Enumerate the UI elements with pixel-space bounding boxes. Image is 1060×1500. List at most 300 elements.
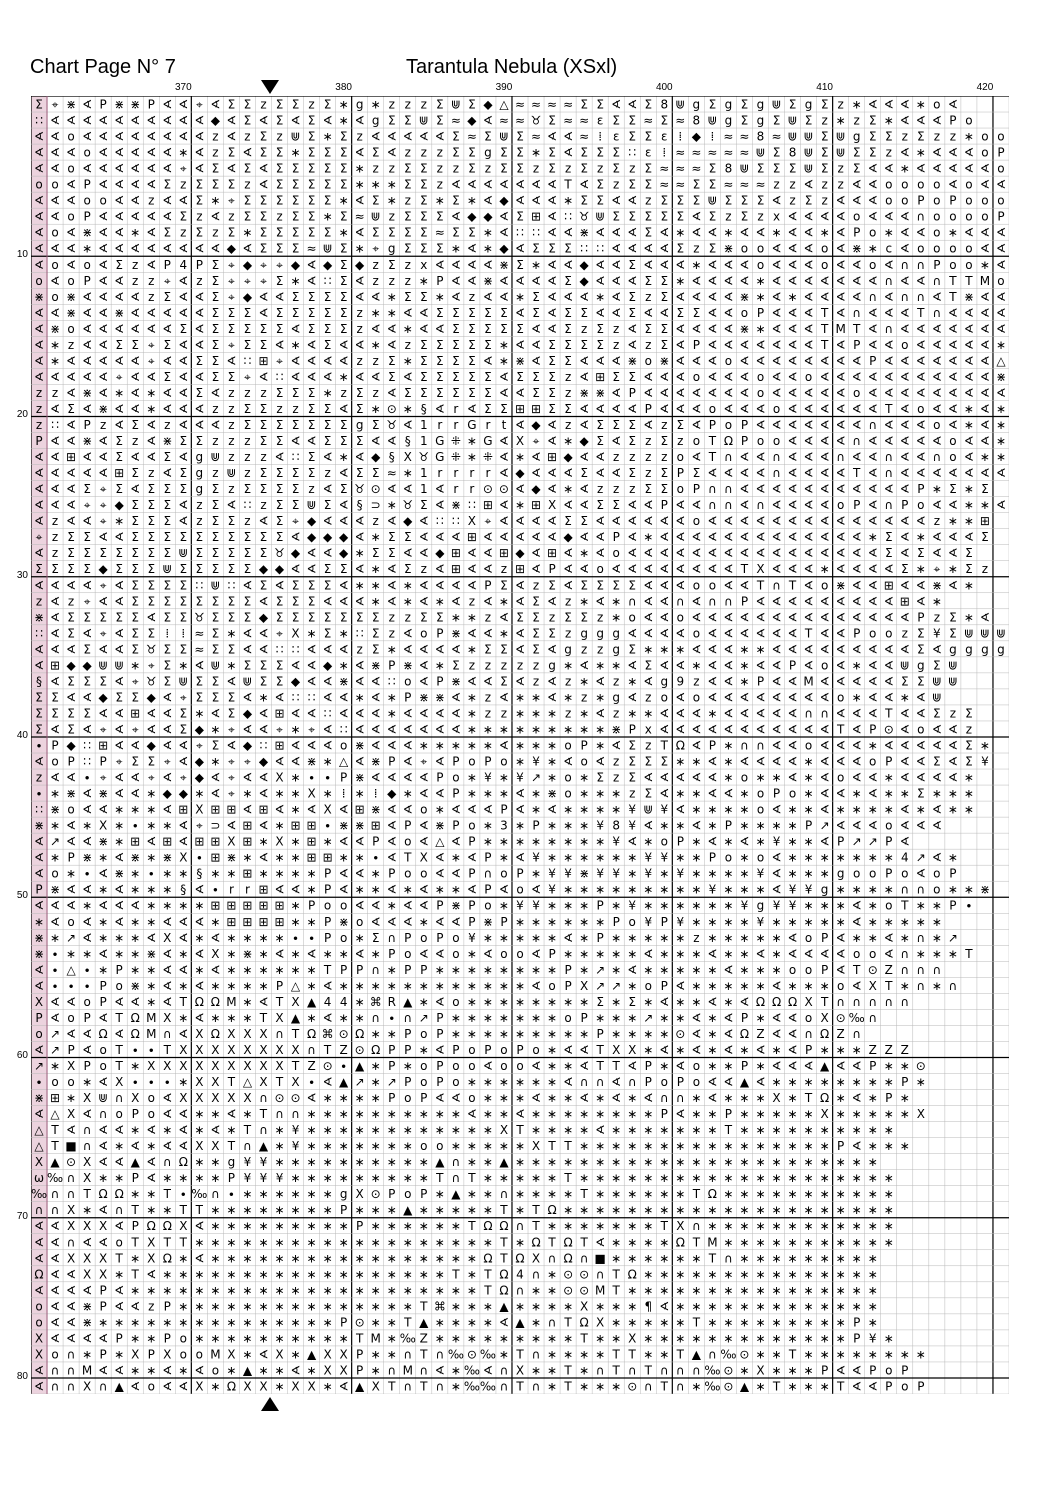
stitch-symbol: P: [323, 866, 332, 881]
stitch-symbol: ∢: [514, 850, 526, 865]
stitch-symbol: ¥: [291, 1139, 300, 1154]
stitch-symbol: X: [179, 1091, 188, 1106]
stitch-symbol: Σ: [163, 482, 172, 497]
stitch-symbol: o: [580, 754, 588, 769]
stitch-symbol: ∢: [547, 514, 558, 529]
stitch-symbol: ∢: [226, 674, 237, 689]
stitch-symbol: Σ: [532, 594, 540, 609]
stitch-symbol: T: [949, 289, 957, 304]
stitch-symbol: ∢: [851, 914, 862, 929]
stitch-symbol: ∢: [995, 498, 1007, 513]
stitch-symbol: ∗: [611, 1155, 622, 1170]
stitch-symbol: z: [645, 289, 652, 304]
stitch-symbol: ∢: [899, 578, 910, 593]
stitch-symbol: ⊞: [130, 834, 141, 849]
stitch-symbol: ∗: [531, 1010, 542, 1025]
stitch-symbol: Σ: [323, 610, 332, 625]
stitch-symbol: ∢: [354, 337, 365, 352]
stitch-symbol: ∗: [514, 1026, 526, 1041]
stitch-symbol: ∗: [595, 1187, 606, 1202]
stitch-symbol: ∢: [33, 482, 45, 497]
stitch-symbol: ∗: [274, 1235, 285, 1250]
stitch-symbol: ∢: [370, 898, 381, 913]
stitch-symbol: Σ: [307, 225, 316, 240]
stitch-symbol: ∢: [33, 241, 45, 256]
stitch-symbol: o: [115, 1235, 123, 1250]
stitch-symbol: ∗: [787, 1075, 798, 1090]
stitch-symbol: ∗: [322, 786, 333, 801]
stitch-symbol: ∗: [755, 1347, 766, 1362]
stitch-symbol: ∢: [130, 161, 141, 176]
stitch-symbol: △: [499, 97, 509, 112]
stitch-symbol: ∗: [114, 818, 125, 833]
stitch-symbol: ∢: [787, 353, 798, 368]
stitch-symbol: X: [195, 1139, 204, 1154]
stitch-symbol: ∗: [386, 193, 397, 208]
stitch-symbol: ∗: [274, 1331, 285, 1346]
stitch-symbol: Ω: [306, 1026, 317, 1041]
stitch-symbol: ∢: [450, 866, 461, 881]
stitch-symbol: ∢: [691, 642, 702, 657]
stitch-symbol: ∢: [931, 530, 942, 545]
stitch-symbol: ≈: [755, 177, 766, 192]
stitch-symbol: ∗: [787, 802, 798, 817]
stitch-symbol: Σ: [692, 193, 701, 208]
stitch-symbol: ∗: [723, 754, 734, 769]
stitch-symbol: ∢: [66, 1299, 77, 1314]
stitch-symbol: ∢: [258, 770, 269, 785]
stitch-symbol: P: [99, 1283, 107, 1298]
stitch-symbol: ◆: [322, 257, 333, 272]
stitch-symbol: ∢: [659, 546, 670, 561]
stitch-symbol: ▲: [435, 1155, 445, 1170]
stitch-symbol: ∗: [723, 834, 734, 849]
stitch-symbol: Σ: [468, 385, 476, 400]
stitch-symbol: ∢: [322, 546, 333, 561]
stitch-symbol: z: [148, 1299, 155, 1314]
stitch-symbol: X: [756, 1363, 765, 1378]
stitch-symbol: ∩: [852, 1026, 862, 1041]
stitch-symbol: ∢: [466, 177, 477, 192]
stitch-symbol: ∢: [867, 337, 878, 352]
stitch-symbol: ∢: [178, 1026, 189, 1041]
stitch-symbol: △: [339, 754, 349, 769]
stitch-symbol: ∢: [723, 337, 734, 352]
stitch-symbol: ∢: [50, 1315, 61, 1330]
stitch-symbol: ∢: [306, 273, 317, 288]
stitch-symbol: ◆: [306, 514, 317, 529]
stitch-symbol: ⋓: [178, 546, 189, 561]
stitch-symbol: ∢: [50, 642, 61, 657]
stitch-symbol: Σ: [147, 578, 156, 593]
stitch-symbol: ∢: [418, 946, 429, 961]
stitch-symbol: ∢: [146, 1155, 157, 1170]
stitch-symbol: o: [628, 914, 636, 929]
stitch-symbol: g: [692, 97, 701, 112]
stitch-symbol: ▲: [419, 1315, 429, 1330]
stitch-symbol: Σ: [484, 337, 492, 352]
stitch-symbol: o: [420, 802, 428, 817]
stitch-symbol: ∩: [403, 1010, 413, 1025]
stitch-symbol: X: [227, 1042, 236, 1057]
stitch-symbol: P: [949, 866, 957, 881]
stitch-symbol: ∗: [547, 738, 558, 753]
stitch-symbol: ∗: [563, 882, 574, 897]
stitch-symbol: ♉: [530, 113, 542, 128]
stitch-symbol: ∗: [851, 1219, 862, 1234]
stitch-symbol: ∗: [579, 1379, 590, 1394]
stitch-symbol: ∗: [771, 914, 782, 929]
stitch-symbol: Σ: [307, 209, 316, 224]
stitch-symbol: Σ: [596, 193, 604, 208]
stitch-symbol: ∢: [851, 546, 862, 561]
stitch-symbol: g: [612, 626, 621, 641]
stitch-symbol: ∗: [819, 1203, 830, 1218]
stitch-symbol: Σ: [660, 321, 669, 336]
stitch-symbol: ∩: [675, 1091, 685, 1106]
stitch-symbol: ∢: [595, 257, 606, 272]
stitch-symbol: ∢: [114, 914, 125, 929]
stitch-symbol: ∢: [258, 818, 269, 833]
stitch-symbol: ∢: [931, 498, 942, 513]
stitch-symbol: ∢: [33, 754, 45, 769]
stitch-symbol: X: [547, 498, 557, 513]
stitch-symbol: X: [211, 1058, 220, 1073]
stitch-symbol: ∗: [338, 97, 349, 112]
stitch-symbol: ∗: [482, 1139, 493, 1154]
stitch-symbol: ∢: [787, 674, 798, 689]
stitch-symbol: T: [163, 1187, 171, 1202]
stitch-symbol: P: [436, 1075, 444, 1090]
stitch-symbol: ∢: [787, 337, 798, 352]
stitch-symbol: P: [885, 866, 893, 881]
stitch-symbol: ∗: [210, 866, 221, 881]
stitch-symbol: ∗: [755, 930, 766, 945]
stitch-symbol: ∢: [50, 498, 61, 513]
stitch-symbol: Σ: [420, 369, 428, 384]
stitch-symbol: ∢: [819, 786, 830, 801]
stitch-symbol: ∗: [386, 1107, 397, 1122]
stitch-symbol: ∗: [899, 690, 910, 705]
stitch-symbol: Σ: [371, 193, 380, 208]
stitch-symbol: r: [453, 418, 459, 433]
stitch-symbol: ∩: [852, 434, 862, 449]
stitch-symbol: ∢: [819, 770, 830, 785]
stitch-symbol: ∩: [50, 1203, 60, 1218]
stitch-symbol: T: [596, 1058, 604, 1073]
stitch-symbol: ⋇: [450, 498, 461, 513]
stitch-symbol: P: [404, 1042, 412, 1057]
stitch-symbol: ∢: [787, 626, 798, 641]
stitch-symbol: Σ: [628, 754, 637, 769]
stitch-symbol: ∢: [178, 353, 189, 368]
stitch-symbol: ∩: [884, 273, 894, 288]
stitch-symbol: o: [612, 546, 620, 561]
stitch-symbol: ∗: [210, 193, 221, 208]
stitch-symbol: Σ: [291, 225, 300, 240]
stitch-symbol: P: [452, 754, 460, 769]
stitch-symbol: Σ: [243, 546, 252, 561]
stitch-symbol: o: [516, 946, 524, 961]
stitch-symbol: ∗: [899, 1139, 910, 1154]
stitch-symbol: ◆: [579, 257, 589, 272]
stitch-symbol: Σ: [227, 305, 236, 320]
stitch-symbol: X: [195, 802, 204, 817]
stitch-symbol: ∗: [627, 1283, 638, 1298]
stitch-symbol: Σ: [259, 401, 268, 416]
stitch-symbol: ∢: [867, 770, 878, 785]
stitch-symbol: ∗: [130, 1123, 141, 1138]
stitch-symbol: T: [51, 1139, 59, 1154]
stitch-symbol: ∩: [900, 994, 910, 1009]
stitch-symbol: G: [435, 450, 445, 465]
stitch-symbol: T: [644, 1363, 652, 1378]
stitch-symbol: T: [596, 1042, 604, 1057]
stitch-symbol: Σ: [387, 225, 396, 240]
stitch-symbol: ∢: [82, 305, 93, 320]
stitch-symbol: ∢: [803, 482, 814, 497]
stitch-symbol: ∢: [498, 289, 509, 304]
stitch-symbol: ∩: [403, 1347, 413, 1362]
stitch-symbol: o: [67, 914, 75, 929]
stitch-symbol: ∗: [691, 1107, 702, 1122]
stitch-symbol: ∢: [659, 305, 670, 320]
stitch-symbol: ∢: [723, 578, 734, 593]
stitch-symbol: ∢: [194, 289, 205, 304]
stitch-symbol: ∢: [162, 738, 173, 753]
stitch-symbol: ∢: [33, 866, 45, 881]
stitch-symbol: ∢: [819, 418, 830, 433]
stitch-symbol: ∢: [707, 305, 718, 320]
stitch-symbol: ∗: [739, 818, 750, 833]
stitch-symbol: ∢: [338, 866, 349, 881]
stitch-symbol: o: [420, 1058, 428, 1073]
stitch-symbol: T: [516, 1379, 524, 1394]
stitch-symbol: ∗: [130, 225, 141, 240]
stitch-symbol: z: [244, 385, 251, 400]
stitch-symbol: P: [708, 418, 717, 433]
stitch-symbol: ∗: [514, 818, 526, 833]
stitch-symbol: z: [228, 401, 235, 416]
stitch-symbol: ∢: [114, 786, 125, 801]
stitch-symbol: ∢: [50, 241, 61, 256]
stitch-symbol: ∢: [82, 289, 93, 304]
stitch-symbol: z: [372, 385, 379, 400]
stitch-symbol: ∢: [242, 578, 253, 593]
stitch-symbol: ∗: [370, 1155, 381, 1170]
stitch-symbol: ∗: [931, 786, 942, 801]
stitch-symbol: ∙: [339, 1058, 348, 1073]
stitch-symbol: ∷: [291, 690, 300, 705]
stitch-symbol: o: [67, 273, 75, 288]
stitch-symbol: ∢: [787, 450, 798, 465]
stitch-symbol: ⊞: [242, 914, 253, 929]
stitch-symbol: ∢: [915, 466, 926, 481]
stitch-symbol: ∗: [691, 850, 702, 865]
stitch-symbol: P: [917, 1379, 925, 1394]
stitch-symbol: ∗: [370, 578, 381, 593]
stitch-symbol: ∗: [50, 850, 61, 865]
stitch-symbol: Σ: [468, 225, 476, 240]
stitch-symbol: ∢: [691, 273, 702, 288]
stitch-symbol: ∢: [867, 161, 878, 176]
stitch-symbol: △: [34, 1139, 44, 1154]
stitch-symbol: ∗: [514, 994, 526, 1009]
stitch-symbol: ∗: [723, 1267, 734, 1282]
stitch-symbol: Σ: [756, 161, 765, 176]
stitch-symbol: ∙: [131, 818, 139, 833]
stitch-symbol: P: [837, 834, 845, 849]
stitch-symbol: ∗: [755, 1139, 766, 1154]
stitch-symbol: Σ: [949, 482, 957, 497]
stitch-symbol: ¥: [259, 1171, 268, 1186]
stitch-symbol: ∗: [418, 273, 429, 288]
stitch-symbol: ∗: [723, 946, 734, 961]
stitch-symbol: ∗: [274, 1187, 285, 1202]
stitch-symbol: ⌖: [147, 353, 155, 368]
stitch-symbol: ⋓: [899, 658, 910, 673]
stitch-symbol: g: [612, 642, 621, 657]
stitch-symbol: ∢: [66, 514, 77, 529]
stitch-symbol: o: [51, 257, 59, 272]
stitch-symbol: ∢: [755, 658, 766, 673]
stitch-symbol: ∢: [771, 738, 782, 753]
stitch-symbol: ∢: [50, 722, 61, 737]
stitch-symbol: Σ: [131, 418, 140, 433]
stitch-symbol: o: [869, 866, 877, 881]
stitch-symbol: ∗: [338, 1299, 349, 1314]
stitch-symbol: ∷: [355, 626, 364, 641]
stitch-symbol: P: [227, 1171, 236, 1186]
stitch-symbol: ∢: [611, 434, 622, 449]
stitch-symbol: ∢: [995, 289, 1007, 304]
stitch-symbol: ∗: [386, 1139, 397, 1154]
stitch-symbol: r: [437, 418, 443, 433]
stitch-symbol: ⋇: [547, 786, 558, 801]
stitch-symbol: X: [99, 1267, 108, 1282]
stitch-symbol: ∢: [66, 882, 77, 897]
stitch-symbol: ∢: [274, 337, 285, 352]
stitch-symbol: M: [81, 1363, 93, 1378]
stitch-symbol: ∗: [258, 962, 269, 977]
stitch-symbol: ∩: [66, 1379, 76, 1394]
stitch-symbol: ⋇: [82, 225, 93, 240]
stitch-symbol: ◆: [387, 786, 397, 801]
stitch-symbol: ∢: [835, 434, 846, 449]
stitch-symbol: ∢: [771, 482, 782, 497]
stitch-symbol: z: [613, 337, 620, 352]
stitch-symbol: Σ: [820, 97, 829, 112]
stitch-symbol: T: [885, 978, 893, 993]
stitch-symbol: ∗: [595, 1203, 606, 1218]
stitch-symbol: Σ: [436, 369, 444, 384]
stitch-symbol: o: [933, 866, 941, 881]
stitch-symbol: Σ: [339, 241, 348, 256]
stitch-symbol: ∗: [466, 978, 477, 993]
stitch-symbol: T: [692, 1235, 701, 1250]
stitch-symbol: ◆: [242, 738, 253, 753]
stitch-symbol: ◆: [483, 97, 493, 112]
stitch-symbol: ⋇: [82, 1299, 93, 1314]
stitch-symbol: X: [275, 834, 284, 849]
stitch-symbol: ∗: [723, 1331, 734, 1346]
stitch-symbol: ∗: [739, 866, 750, 881]
stitch-symbol: ∢: [114, 1363, 125, 1378]
stitch-symbol: ∢: [659, 225, 670, 240]
stitch-symbol: ∗: [531, 722, 542, 737]
stitch-symbol: ∗: [627, 1123, 638, 1138]
stitch-symbol: ∢: [979, 161, 990, 176]
stitch-symbol: o: [660, 834, 668, 849]
stitch-symbol: ∗: [867, 1267, 878, 1282]
stitch-symbol: Ω: [499, 1283, 509, 1298]
stitch-symbol: ∢: [498, 498, 509, 513]
stitch-symbol: ∢: [66, 690, 77, 705]
stitch-symbol: Ω: [371, 1042, 381, 1057]
stitch-symbol: ∗: [579, 594, 590, 609]
stitch-symbol: T: [83, 1187, 91, 1202]
stitch-symbol: ∢: [98, 1075, 109, 1090]
stitch-symbol: ⋓: [643, 802, 654, 817]
stitch-symbol: ∢: [226, 498, 237, 513]
stitch-symbol: Σ: [403, 225, 412, 240]
stitch-symbol: P: [388, 1058, 396, 1073]
stitch-symbol: o: [564, 738, 572, 753]
stitch-symbol: ∢: [130, 786, 141, 801]
stitch-symbol: ⌖: [99, 770, 107, 785]
stitch-symbol: ∢: [482, 353, 493, 368]
stitch-symbol: ∗: [723, 882, 734, 897]
stitch-symbol: ∗: [691, 1251, 702, 1266]
stitch-symbol: ∢: [611, 401, 622, 416]
stitch-symbol: ∗: [819, 1299, 830, 1314]
stitch-symbol: T: [885, 401, 893, 416]
stitch-symbol: Σ: [628, 434, 637, 449]
stitch-symbol: ⌖: [163, 273, 171, 288]
stitch-symbol: ∗: [514, 1155, 526, 1170]
stitch-symbol: ∢: [755, 514, 766, 529]
stitch-symbol: Σ: [676, 305, 685, 320]
stitch-symbol: 8: [724, 161, 733, 176]
stitch-symbol: ∢: [851, 562, 862, 577]
stitch-symbol: ∗: [242, 1299, 253, 1314]
stitch-symbol: ω: [33, 1171, 45, 1186]
stitch-symbol: ∗: [563, 1299, 574, 1314]
stitch-symbol: ∢: [771, 257, 782, 272]
stitch-symbol: g: [484, 145, 492, 160]
stitch-symbol: ∗: [274, 1315, 285, 1330]
stitch-symbol: ∢: [82, 161, 93, 176]
stitch-symbol: Σ: [291, 466, 300, 481]
stitch-symbol: ∢: [370, 770, 381, 785]
stitch-symbol: ∗: [611, 898, 622, 913]
stitch-symbol: ∗: [226, 1123, 237, 1138]
stitch-symbol: ∢: [82, 1107, 93, 1122]
stitch-symbol: ∢: [963, 305, 974, 320]
stitch-symbol: ∢: [899, 450, 910, 465]
stitch-symbol: X: [307, 1379, 316, 1394]
stitch-symbol: ∢: [771, 418, 782, 433]
stitch-symbol: ∗: [338, 450, 349, 465]
stitch-symbol: ∢: [899, 530, 910, 545]
stitch-symbol: ≈: [707, 145, 718, 160]
stitch-symbol: ∗: [402, 321, 413, 336]
stitch-symbol: Σ: [307, 594, 316, 609]
stitch-symbol: Σ: [355, 385, 364, 400]
stitch-symbol: ∢: [643, 626, 654, 641]
stitch-symbol: ∗: [835, 882, 846, 897]
stitch-symbol: ∩: [50, 1187, 60, 1202]
